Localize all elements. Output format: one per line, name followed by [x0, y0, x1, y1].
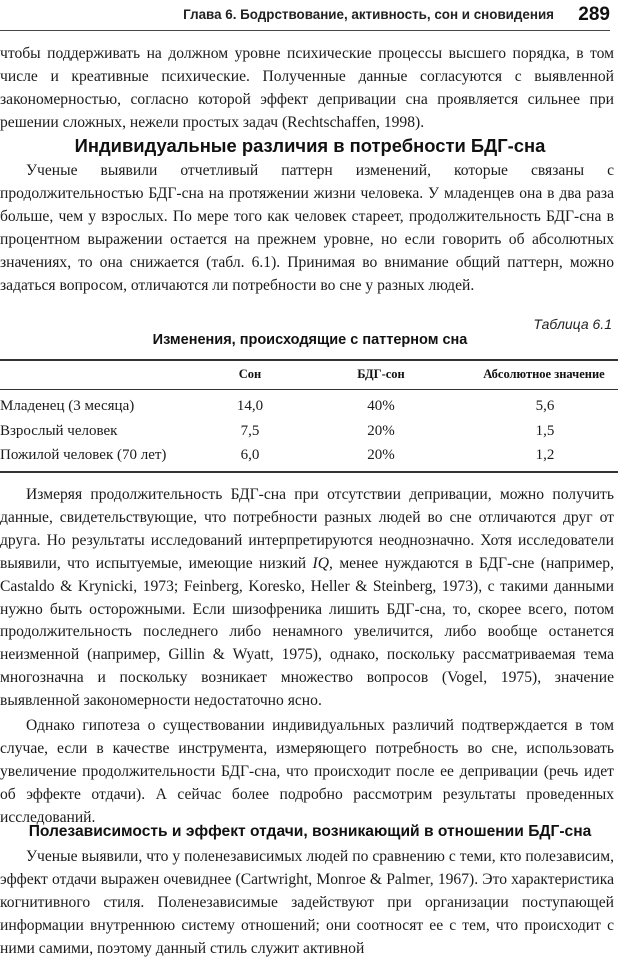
- cell-rem: 20%: [367, 447, 395, 463]
- cell-absolute: 1,2: [535, 447, 555, 463]
- column-header-rem: БДГ-сон: [357, 367, 405, 381]
- cell-absolute: 5,6: [535, 398, 555, 414]
- header-rule: [0, 30, 610, 31]
- section-heading-field-independence: Полезависимость и эффект отдачи, возникающий в отношении БДГ-сна: [28, 823, 592, 840]
- table-top-rule: [0, 359, 618, 361]
- running-header: [0, 0, 620, 34]
- paragraph-text: , менее нуждаются в БДГ-сне (например, Castaldo & Krynicki, 1973; Feinberg, Koresko, Heller & Steinberg, 1973), с такими данными нужно быть осторожными. Если шизофреника лишить БДГ-сна, то, скорее всего, потом продолжительность последнего либо ненамного увеличится, либо вообще останется неизменной (например, Gillin & Wyatt, 1975), однако, поскольку рассматриваемая тема многозначна и поскольку возникает множество вопросов (Vogel, 1975), значение выявленной закономерности недостаточно ясно.: [0, 554, 614, 710]
- table-bottom-rule: [0, 471, 618, 473]
- cell-sleep: 7,5: [240, 423, 260, 439]
- cell-rem: 20%: [367, 423, 395, 439]
- row-label: Взрослый человек: [0, 423, 118, 439]
- paragraph-rebound-hypothesis: Однако гипотеза о существовании индивидуальных различий подтверждается в том случае, если в качестве инструмента, измеряющего потребность во сне, использовать увеличение продолжительности БДГ-сна, что происходит после ее депривации (речь идет об эффекте отдачи). А сейчас более подробно рассмотрим результаты проведенных исследований.: [0, 717, 614, 826]
- paragraph-continued: чтобы поддерживать на должном уровне психические процессы высшего порядка, в том числе и креативные психические. Полученные данные согласуются с выявленной закономерностью, согласно которой эффект депривации сна проявляется сильнее при решении сложных, нежели простых задач (Rechtschaffen, 1998).: [0, 45, 614, 131]
- row-label: Младенец (3 месяца): [0, 398, 135, 414]
- table-header-rule: [0, 389, 618, 390]
- paragraph-text: Измеряя продолжительность БДГ-сна при отсутствии депривации, можно получить данные, свидетельствующие, что потребности разных людей во сне отличаются друг от друга. Но результаты исследований интерпретируются неоднозначно. Хотя исследователи выявили, что испытуемые, имеющие низкий: [0, 486, 614, 572]
- paragraph-field-independence: Ученые выявили, что у поленезависимых людей по сравнению с теми, кто полезависим, эффект отдачи выражен очевиднее (Cartwright, Monroe & Palmer, 1967). Это характеристика когнитивного стиля. Поленезависимые задействуют при организации поступающей информации внутреннюю систему отношений; они соотносят ее с тем, что происходит с ними самими, поэтому данный стиль служит активной: [0, 848, 614, 957]
- row-label: Пожилой человек (70 лет): [0, 447, 167, 463]
- iq-term: IQ: [312, 554, 330, 572]
- chapter-title: Глава 6. Бодрствование, активность, сон и сновидения: [183, 7, 554, 22]
- paragraph-rem-pattern: Ученые выявили отчетливый паттерн изменений, которые связаны с продолжительностью БДГ-сна на протяжении жизни человека. У младенцев она в два раза больше, чем у взрослых. По мере того как человек стареет, продолжительность БДГ-сна в процентном выражении остается на прежнем уровне, но если говорить об абсолютных значениях, то она снижается (табл. 6.1). Принимая во внимание общий паттерн, можно задаться вопросом, отличаются ли потребности во сне у разных людей.: [0, 162, 614, 294]
- page-number: 289: [578, 4, 610, 25]
- column-header-absolute: Абсолютное значение: [483, 367, 605, 381]
- table-number: Таблица 6.1: [533, 316, 612, 332]
- cell-rem: 40%: [367, 398, 395, 414]
- cell-absolute: 1,5: [535, 423, 555, 439]
- cell-sleep: 14,0: [236, 398, 264, 414]
- cell-sleep: 6,0: [240, 447, 260, 463]
- paragraph-individual-needs: [0, 484, 614, 713]
- column-header-sleep: Сон: [238, 367, 262, 381]
- section-heading-individual-differences: Индивидуальные различия в потребности БДГ-сна: [74, 135, 546, 156]
- table-title: Изменения, происходящие с паттерном сна: [152, 332, 468, 348]
